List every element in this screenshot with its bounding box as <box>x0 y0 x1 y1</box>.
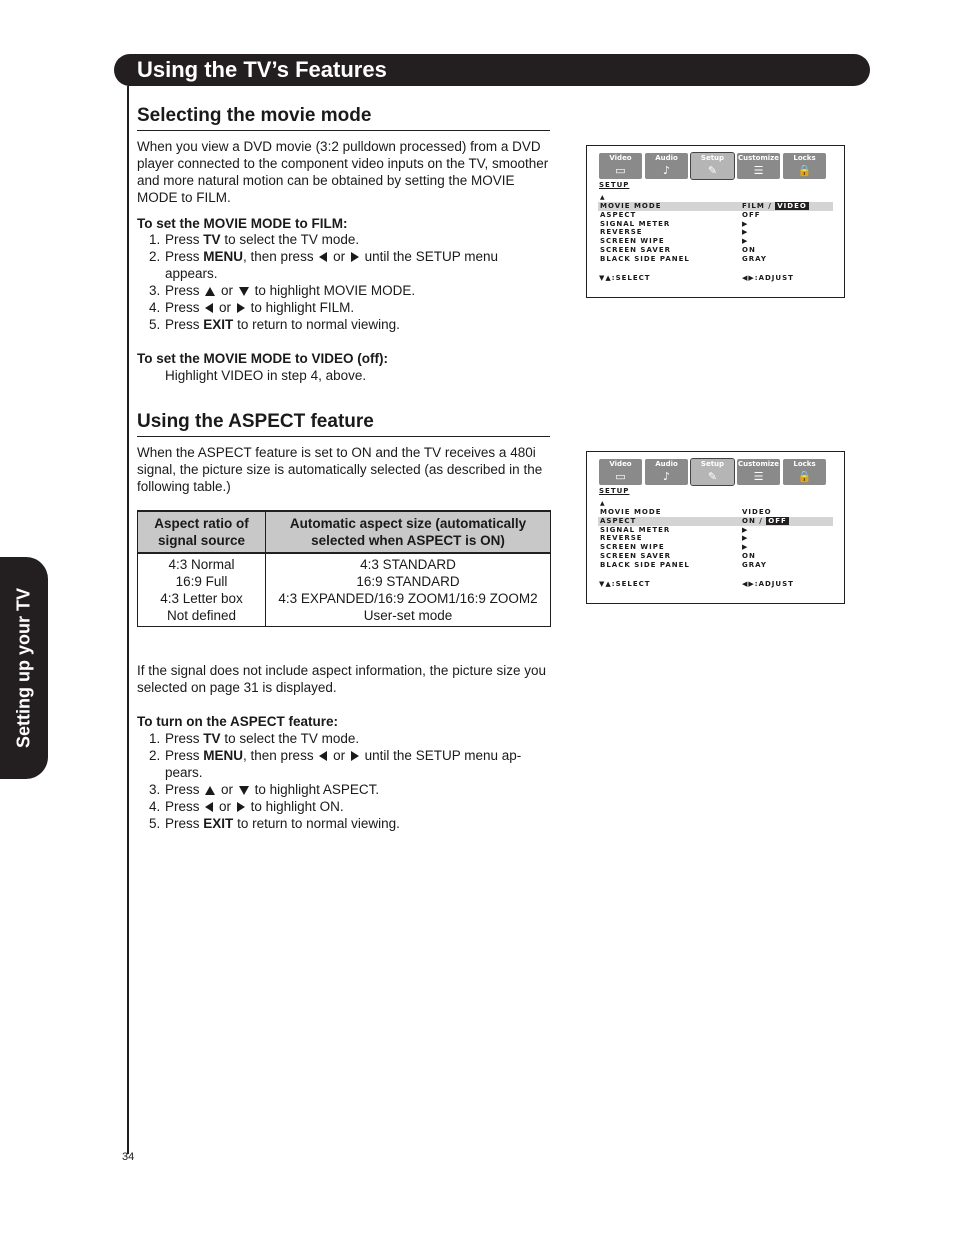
down-arrow-icon <box>239 287 249 296</box>
menu-row-movie-mode: MOVIE MODE VIDEO <box>600 508 772 516</box>
tab-audio: Audio ♪ <box>645 153 688 179</box>
table-header: Automatic aspect size (automatically selected when ASPECT is ON) <box>266 511 551 553</box>
menu-row-black-side-panel: BLACK SIDE PANEL GRAY <box>600 254 767 263</box>
left-arrow-icon <box>319 252 327 262</box>
up-arrow-icon <box>205 786 215 795</box>
left-arrow-icon <box>205 802 213 812</box>
menu-section-title: SETUP <box>599 181 630 189</box>
down-arrow-icon <box>239 786 249 795</box>
lock-icon: 🔒 <box>797 164 812 177</box>
step-item: 4. Press or to highlight ON. <box>149 799 344 814</box>
lock-icon: 🔒 <box>797 470 812 483</box>
tab-locks: Locks 🔒 <box>783 459 826 485</box>
menu-row-screen-wipe: SCREEN WIPE ▶ <box>600 543 749 552</box>
video-steps-text: Highlight VIDEO in step 4, above. <box>165 368 367 383</box>
tab-video: Video ▭ <box>599 153 642 179</box>
left-arrow-icon <box>319 751 327 761</box>
menu-tabs <box>599 153 826 179</box>
menu-row-signal-meter: SIGNAL METER ▶ <box>600 219 749 228</box>
film-steps-heading: To set the MOVIE MODE to FILM: <box>137 216 348 231</box>
right-arrow-icon <box>351 252 359 262</box>
aspect-steps <box>137 730 527 832</box>
right-arrow-icon <box>351 751 359 761</box>
side-tab <box>0 557 48 779</box>
video-icon: ▭ <box>615 164 626 177</box>
video-icon: ▭ <box>615 470 626 483</box>
step-item: 5. Press EXIT to return to normal viewing. <box>149 816 400 831</box>
header-banner <box>114 54 870 86</box>
step-item: 1. Press TV to select the TV mode. <box>149 731 360 746</box>
tab-video: Video ▭ <box>599 459 642 485</box>
tab-setup: Setup ✎ <box>691 153 734 179</box>
side-tab-label: Setting up your TV <box>13 588 34 748</box>
right-arrow-icon <box>237 303 245 313</box>
scroll-up-icon: ▲ <box>600 500 605 507</box>
menu-row-screen-saver: SCREEN SAVER ON <box>600 245 756 254</box>
aspect-intro: When the ASPECT feature is set to ON and the TV receives a 480i signal, the picture size is automatically selected (as described in the following table.) <box>137 445 543 494</box>
page-title: Using the TV’s Features <box>137 57 387 82</box>
step-item: 2. Press MENU, then press or until the SETUP menu ap- pears. <box>149 748 522 780</box>
menu-row-movie-mode: MOVIE MODE FILM / VIDEO <box>598 202 833 211</box>
table-cell: 4:3 Normal 16:9 Full 4:3 Letter box Not defined <box>138 553 266 627</box>
step-item: 2. Press MENU, then press or until the SETUP menu appears. <box>149 249 498 281</box>
menu-rows <box>598 508 833 570</box>
tab-audio: Audio ♪ <box>645 459 688 485</box>
step-item: 1. Press TV to select the TV mode. <box>149 232 360 247</box>
tab-setup: Setup ✎ <box>691 459 734 485</box>
aspect-steps-heading: To turn on the ASPECT feature: <box>137 714 338 729</box>
menu-section-title: SETUP <box>599 487 630 495</box>
wrench-icon: ✎ <box>707 164 718 177</box>
aspect-table <box>137 510 551 627</box>
menu-row-screen-saver: SCREEN SAVER ON <box>600 551 756 560</box>
tab-locks: Locks 🔒 <box>783 153 826 179</box>
menu-row-signal-meter: SIGNAL METER ▶ <box>600 525 749 534</box>
step-item: 3. Press or to highlight MOVIE MODE. <box>149 283 416 298</box>
menu-row-screen-wipe: SCREEN WIPE ▶ <box>600 237 749 246</box>
table-header: Aspect ratio of signal source <box>138 511 266 553</box>
movie-mode-intro: When you view a DVD movie (3:2 pulldown processed) from a DVD player connected to the component video inputs on the TV, smoother and more natural motion can be obtained by setting the MOVIE MODE to FILM. <box>137 139 549 205</box>
up-arrow-icon <box>205 287 215 296</box>
menu-tabs <box>599 459 826 485</box>
wrench-icon: ✎ <box>707 470 718 483</box>
menu-row-reverse: REVERSE ▶ <box>600 228 749 237</box>
right-arrow-icon <box>237 802 245 812</box>
table-cell: 4:3 STANDARD 16:9 STANDARD 4:3 EXPANDED/16:9 ZOOM1/16:9 ZOOM2 User-set mode <box>266 553 551 627</box>
menu-rows <box>598 202 833 264</box>
footer-adjust: ◀▶:ADJUST <box>742 580 794 588</box>
menu-row-aspect: ASPECT OFF <box>600 210 761 219</box>
menu-row-reverse: REVERSE ▶ <box>600 534 749 543</box>
margin-rule <box>127 86 129 1154</box>
scroll-up-icon: ▲ <box>600 194 605 201</box>
video-steps-heading: To set the MOVIE MODE to VIDEO (off): <box>137 351 388 366</box>
page-number: 34 <box>122 1151 135 1163</box>
note-icon: ♪ <box>662 164 671 177</box>
step-item: 4. Press or to highlight FILM. <box>149 300 355 315</box>
footer-adjust: ◀▶:ADJUST <box>742 274 794 282</box>
tab-customize: Customize ☰ <box>738 460 779 483</box>
setup-menu-screen-aspect <box>586 451 845 604</box>
left-arrow-icon <box>205 303 213 313</box>
movie-mode-heading: Selecting the movie mode <box>137 104 550 131</box>
tab-customize: Customize ☰ <box>738 154 779 177</box>
step-item: 3. Press or to highlight ASPECT. <box>149 782 380 797</box>
menu-row-aspect: ASPECT ON / OFF <box>598 517 833 526</box>
menu-row-black-side-panel: BLACK SIDE PANEL GRAY <box>600 560 767 569</box>
footer-select: ▼▲:SELECT <box>599 580 651 588</box>
footer-select: ▼▲:SELECT <box>599 274 651 282</box>
list-icon: ☰ <box>753 164 764 177</box>
aspect-heading: Using the ASPECT feature <box>137 410 550 437</box>
setup-menu-screen-film <box>586 145 845 298</box>
note-icon: ♪ <box>662 470 671 483</box>
film-steps <box>137 231 537 333</box>
aspect-note: If the signal does not include aspect information, the picture size you selected on page 31 is displayed. <box>137 663 546 695</box>
step-item: 5. Press EXIT to return to normal viewing. <box>149 317 400 332</box>
list-icon: ☰ <box>753 470 764 483</box>
